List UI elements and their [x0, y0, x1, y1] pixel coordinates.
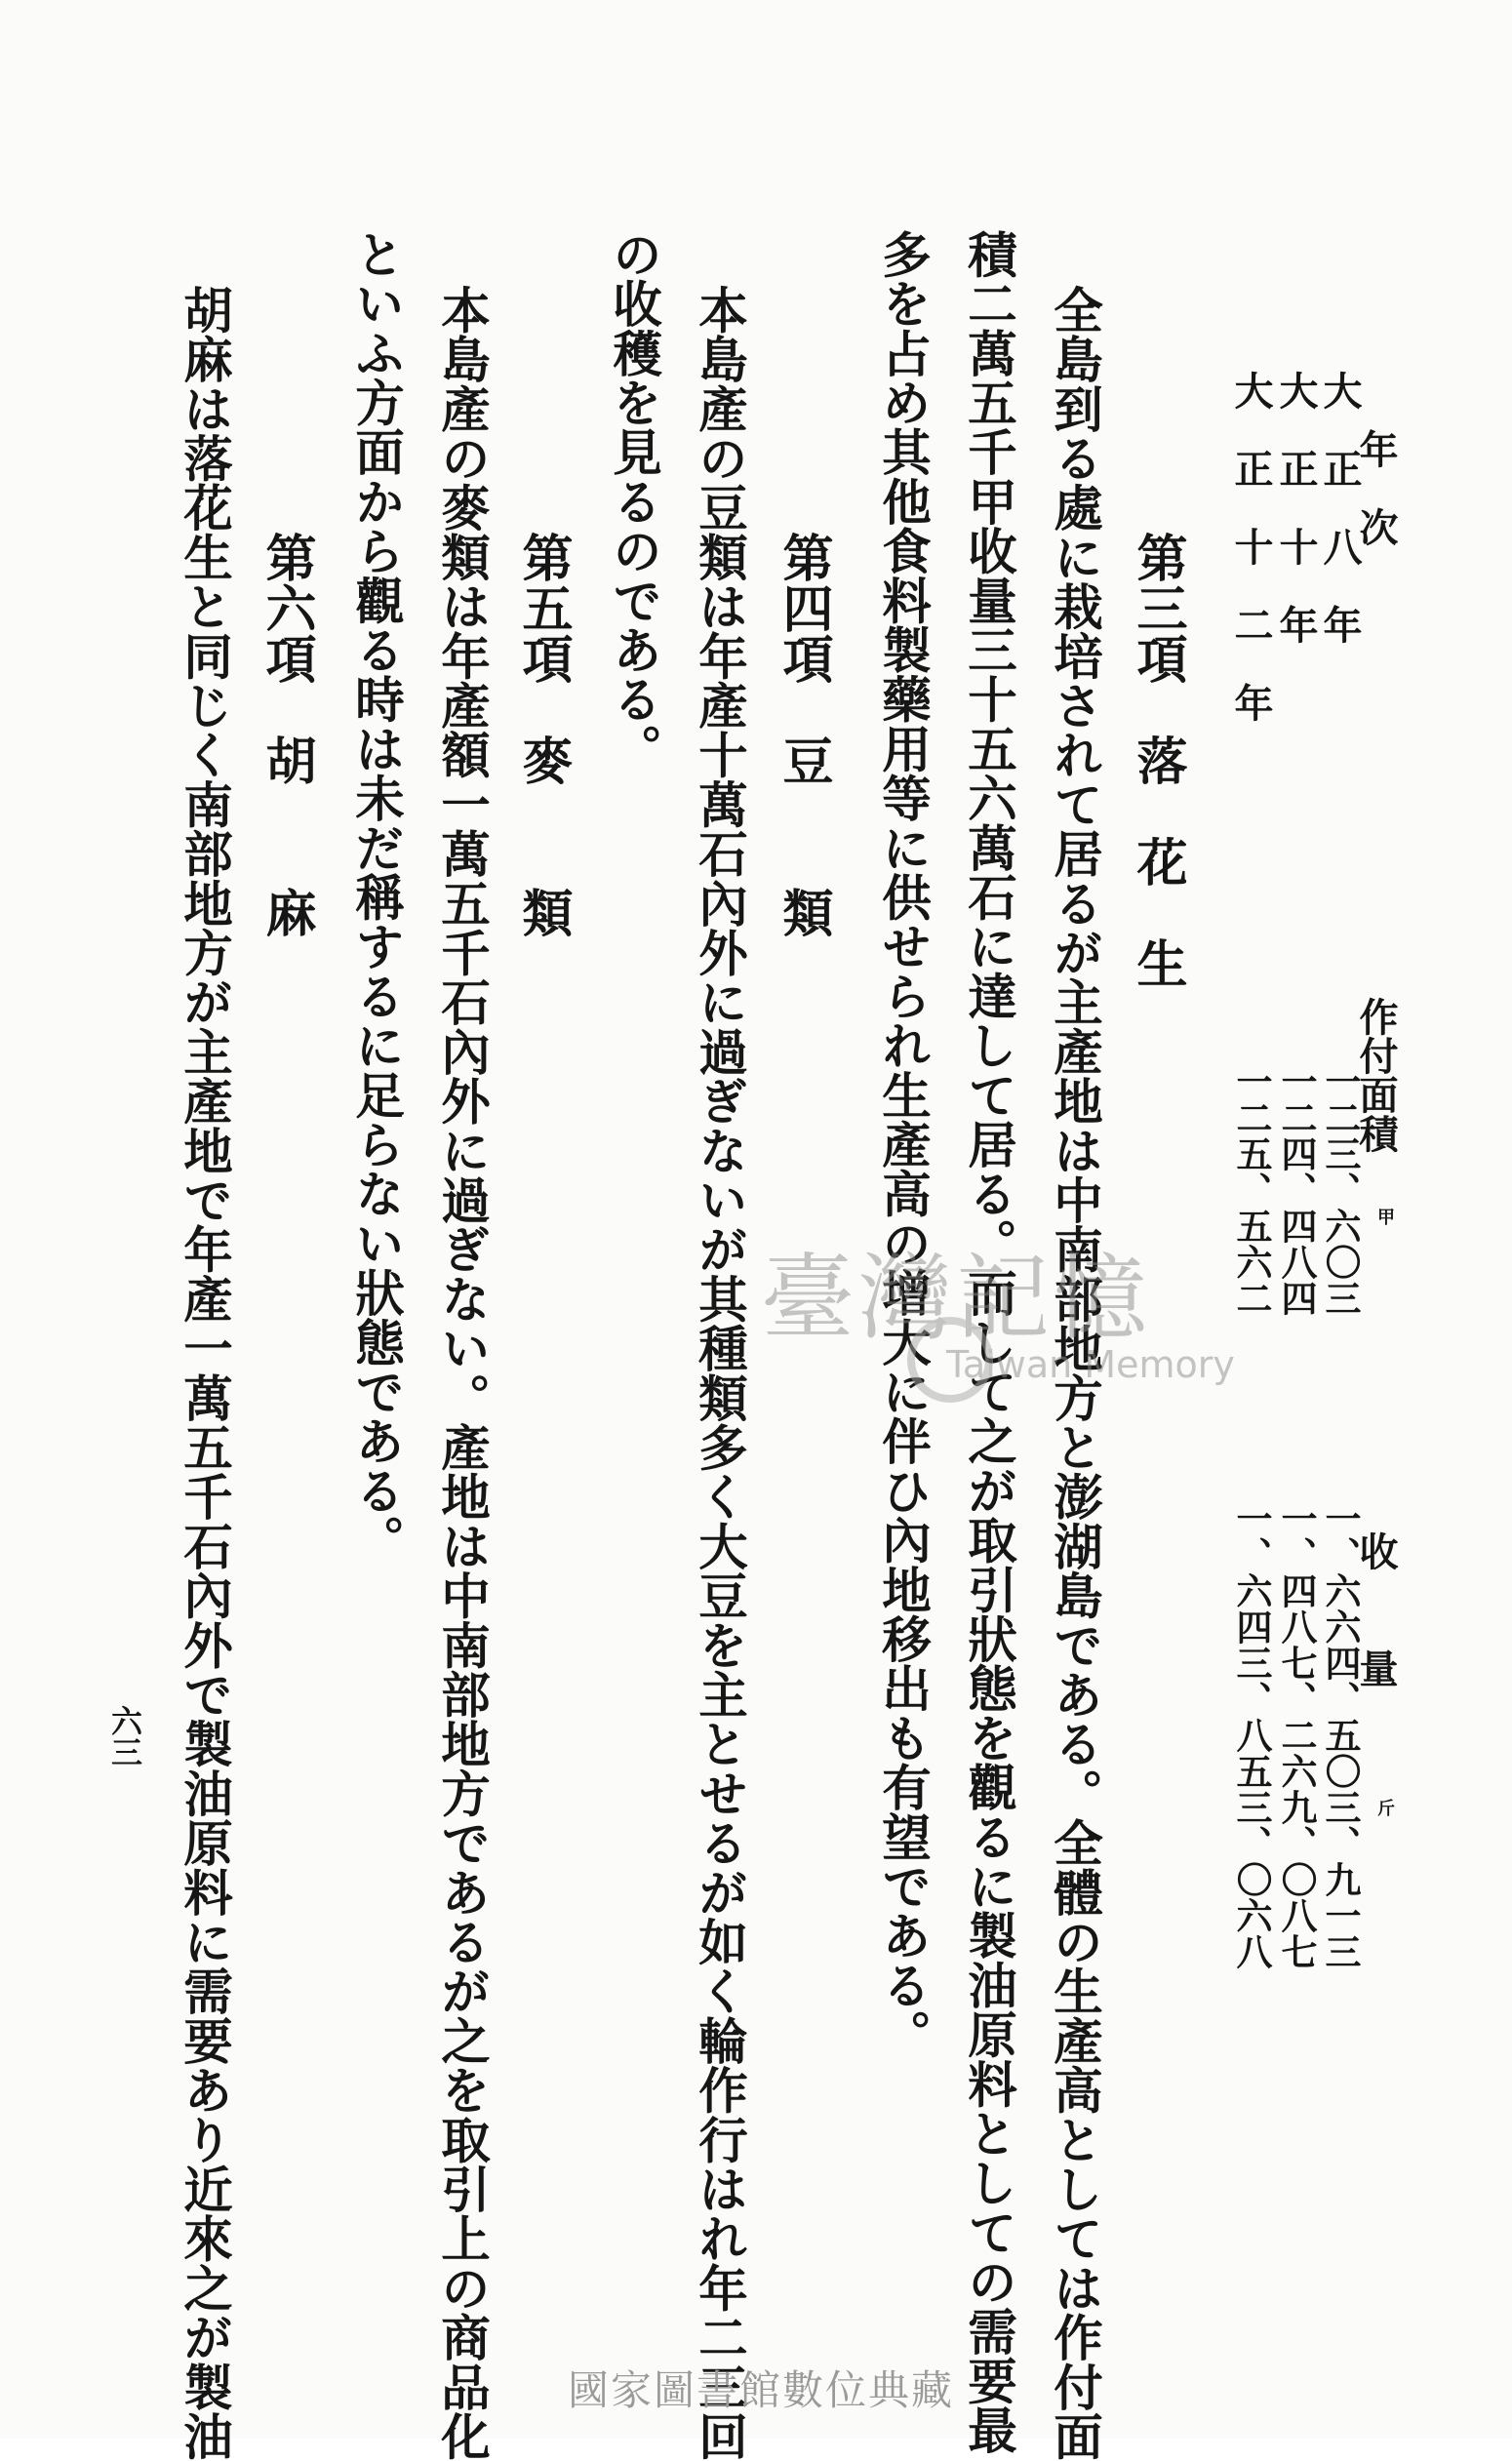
table-row-area: 一二三、六〇三: [1319, 1063, 1362, 1316]
yield-unit-label: 斤: [1377, 1799, 1395, 1819]
table-row-year: 大 正 十 二 年: [1228, 371, 1274, 722]
table-row-yield: 一、四八七、二六九、〇八七: [1275, 1500, 1318, 1969]
watermark-latin-text: Taiwan Memory: [946, 1343, 1235, 1386]
body-line: 胡麻は落花生と同じく南部地方が主產地で年產一萬五千石內外で製油原料に需要あり近來之が製油: [176, 285, 234, 2461]
table-header-year: 年 次: [1353, 429, 1399, 546]
body-line: 全島到る處に栽培されて居るが主產地は中南部地方と澎湖島である。全體の生產高としては作付面: [1046, 285, 1104, 2461]
body-line: 本島產の麥類は年產額一萬五千石內外に過ぎない。產地は中南部地方であるが之を取引上の商品化: [433, 285, 492, 2461]
table-row-year: 大 正 十 年: [1273, 371, 1319, 644]
section-heading: 第五項 麥 類: [513, 532, 573, 937]
table-row-area: 一二四、四八四: [1275, 1063, 1318, 1316]
page-number: 六三: [106, 1705, 143, 1767]
section-heading: 第三項 落 花 生: [1128, 532, 1187, 988]
body-line: といふ方面から觀る時は未だ稱するに足らない狀態である。: [347, 229, 406, 1565]
body-line: の收穫を見るのである。: [605, 229, 663, 774]
watermark-text: 臺灣記憶: [761, 1244, 1151, 1353]
body-line: 多を占め其他食料製藥用等に供せられ生產高の增大に伴ひ內地移出も有望である。: [874, 229, 933, 2059]
body-line: 積二萬五千甲收量三十五六萬石に達して居る。而して之が取引狀態を觀るに製油原料としての需要最: [960, 229, 1018, 2455]
table-row-yield: 一、六四三、八五三、〇六八: [1230, 1500, 1273, 1969]
table-header-yield: 收 量: [1353, 1531, 1399, 1687]
table-header-area: 作付面積: [1353, 997, 1399, 1153]
area-unit-label: 甲: [1377, 1208, 1395, 1228]
table-row-yield: 一、六六四、五〇三、九一三: [1319, 1500, 1362, 1969]
table-row-year: 大 正 八 年: [1317, 371, 1363, 644]
section-heading: 第四項 豆 類: [774, 532, 833, 937]
body-line: 本島產の豆類は年產十萬石內外に過ぎないが其種類多く大豆を主とせるが如く輪作行はれ年二三回: [691, 285, 749, 2461]
table-row-area: 一二五、五六二: [1230, 1063, 1273, 1316]
archive-footer: 國家圖書館數位典藏: [567, 2366, 954, 2414]
section-heading: 第六項 胡 麻: [257, 532, 316, 937]
